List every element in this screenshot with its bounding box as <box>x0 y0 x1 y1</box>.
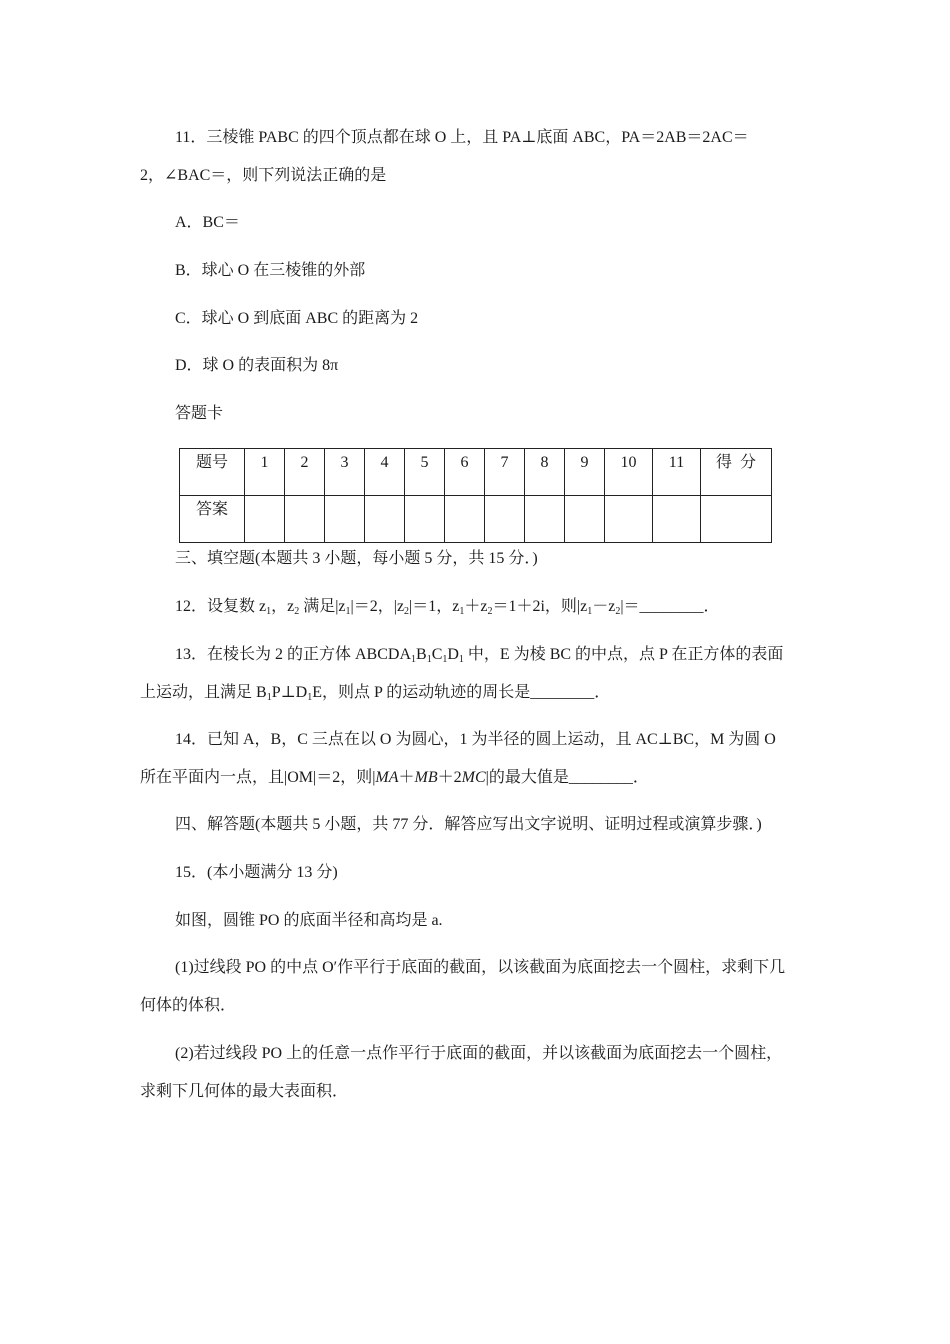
q15-part2-line2: 求剩下几何体的最大表面积． <box>140 1083 349 1100</box>
question-number-cell: 7 <box>485 449 525 496</box>
answer-cell[interactable] <box>525 496 565 543</box>
answer-cell[interactable] <box>245 496 285 543</box>
question-number-cell: 2 <box>285 449 325 496</box>
q14-line1: 14．已知 A，B，C 三点在以 O 为圆心，1 为半径的圆上运动，且 AC⊥BC，M 为圆 O <box>175 731 776 748</box>
answer-cell[interactable] <box>565 496 605 543</box>
question-number-cell: 9 <box>565 449 605 496</box>
q15-part2-line1: (2)若过线段 PO 上的任意一点作平行于底面的截面，并以该截面为底面挖去一个圆柱， <box>175 1045 783 1062</box>
question-number-cell: 3 <box>325 449 365 496</box>
header-label-cell: 题号 <box>180 449 245 496</box>
section-4-heading: 四、解答题(本题共 5 小题，共 77 分．解答应写出文字说明、证明过程或演算步骤．) <box>175 816 762 833</box>
q11-option-d: D．球 O 的表面积为 8π <box>175 357 339 374</box>
question-number-cell: 8 <box>525 449 565 496</box>
q14-line2: 所在平面内一点，且|OM|＝2，则|MA＋MB＋2MC|的最大值是________． <box>140 769 649 786</box>
q11-option-a: A．BC＝ <box>175 214 240 231</box>
answer-cell[interactable] <box>605 496 653 543</box>
q15-intro: 如图，圆锥 PO 的底面半径和高均是 a. <box>175 912 443 929</box>
q13-line1: 13．在棱长为 2 的正方体 $ABCDA_1B_1C_1D_1$ 中，E 为棱 BC 的中点，点 P 在正方体的表面 <box>175 646 784 665</box>
q15-heading: 15．(本小题满分 13 分) <box>175 864 338 881</box>
q11-option-b: B．球心 O 在三棱锥的外部 <box>175 262 366 279</box>
q11-stem-line2: 2，∠BAC＝，则下列说法正确的是 <box>140 167 387 184</box>
score-cell[interactable] <box>701 496 772 543</box>
q13-line2: 上运动，且满足 $B_1P\perp D_1E$，则点 P 的运动轨迹的周长是________． <box>140 684 611 703</box>
question-number-cell: 10 <box>605 449 653 496</box>
answer-cell[interactable] <box>653 496 701 543</box>
answer-cell[interactable] <box>325 496 365 543</box>
answer-card-table <box>179 448 772 543</box>
score-label-cell: 得 分 <box>701 449 772 496</box>
q15-part1-line2: 何体的体积． <box>140 997 237 1014</box>
answer-cell[interactable] <box>365 496 405 543</box>
answer-cell[interactable] <box>485 496 525 543</box>
q15-part1-line1: (1)过线段 PO 的中点 O′作平行于底面的截面，以该截面为底面挖去一个圆柱，求剩下几 <box>175 959 786 976</box>
q11-option-c: C．球心 O 到底面 ABC 的距离为 2 <box>175 310 419 327</box>
section-3-heading: 三、填空题(本题共 3 小题，每小题 5 分，共 15 分．) <box>175 550 538 567</box>
answer-cell[interactable] <box>285 496 325 543</box>
answer-cell[interactable] <box>405 496 445 543</box>
question-number-cell: 6 <box>445 449 485 496</box>
answer-label-cell: 答案 <box>180 496 245 543</box>
answer-cell[interactable] <box>445 496 485 543</box>
answer-card-answer-row <box>180 496 772 543</box>
question-12: 12．设复数 $z_1$，$z_2$ 满足$|z_1|=2$，$|z_2|=1$，$z_1+z_2=1+2i$，则$|z_1-z_2|=\_\_\_\_\_\_\_\_$． <box>175 598 720 617</box>
question-number-cell: 1 <box>245 449 285 496</box>
question-number-cell: 5 <box>405 449 445 496</box>
question-number-cell: 11 <box>653 449 701 496</box>
answer-card-title: 答题卡 <box>175 405 224 422</box>
answer-card-header-row <box>180 449 772 496</box>
q11-stem-line1: 11．三棱锥 PABC 的四个顶点都在球 O 上，且 PA⊥底面 ABC，PA＝2AB＝2AC＝ <box>175 129 749 146</box>
question-number-cell: 4 <box>365 449 405 496</box>
